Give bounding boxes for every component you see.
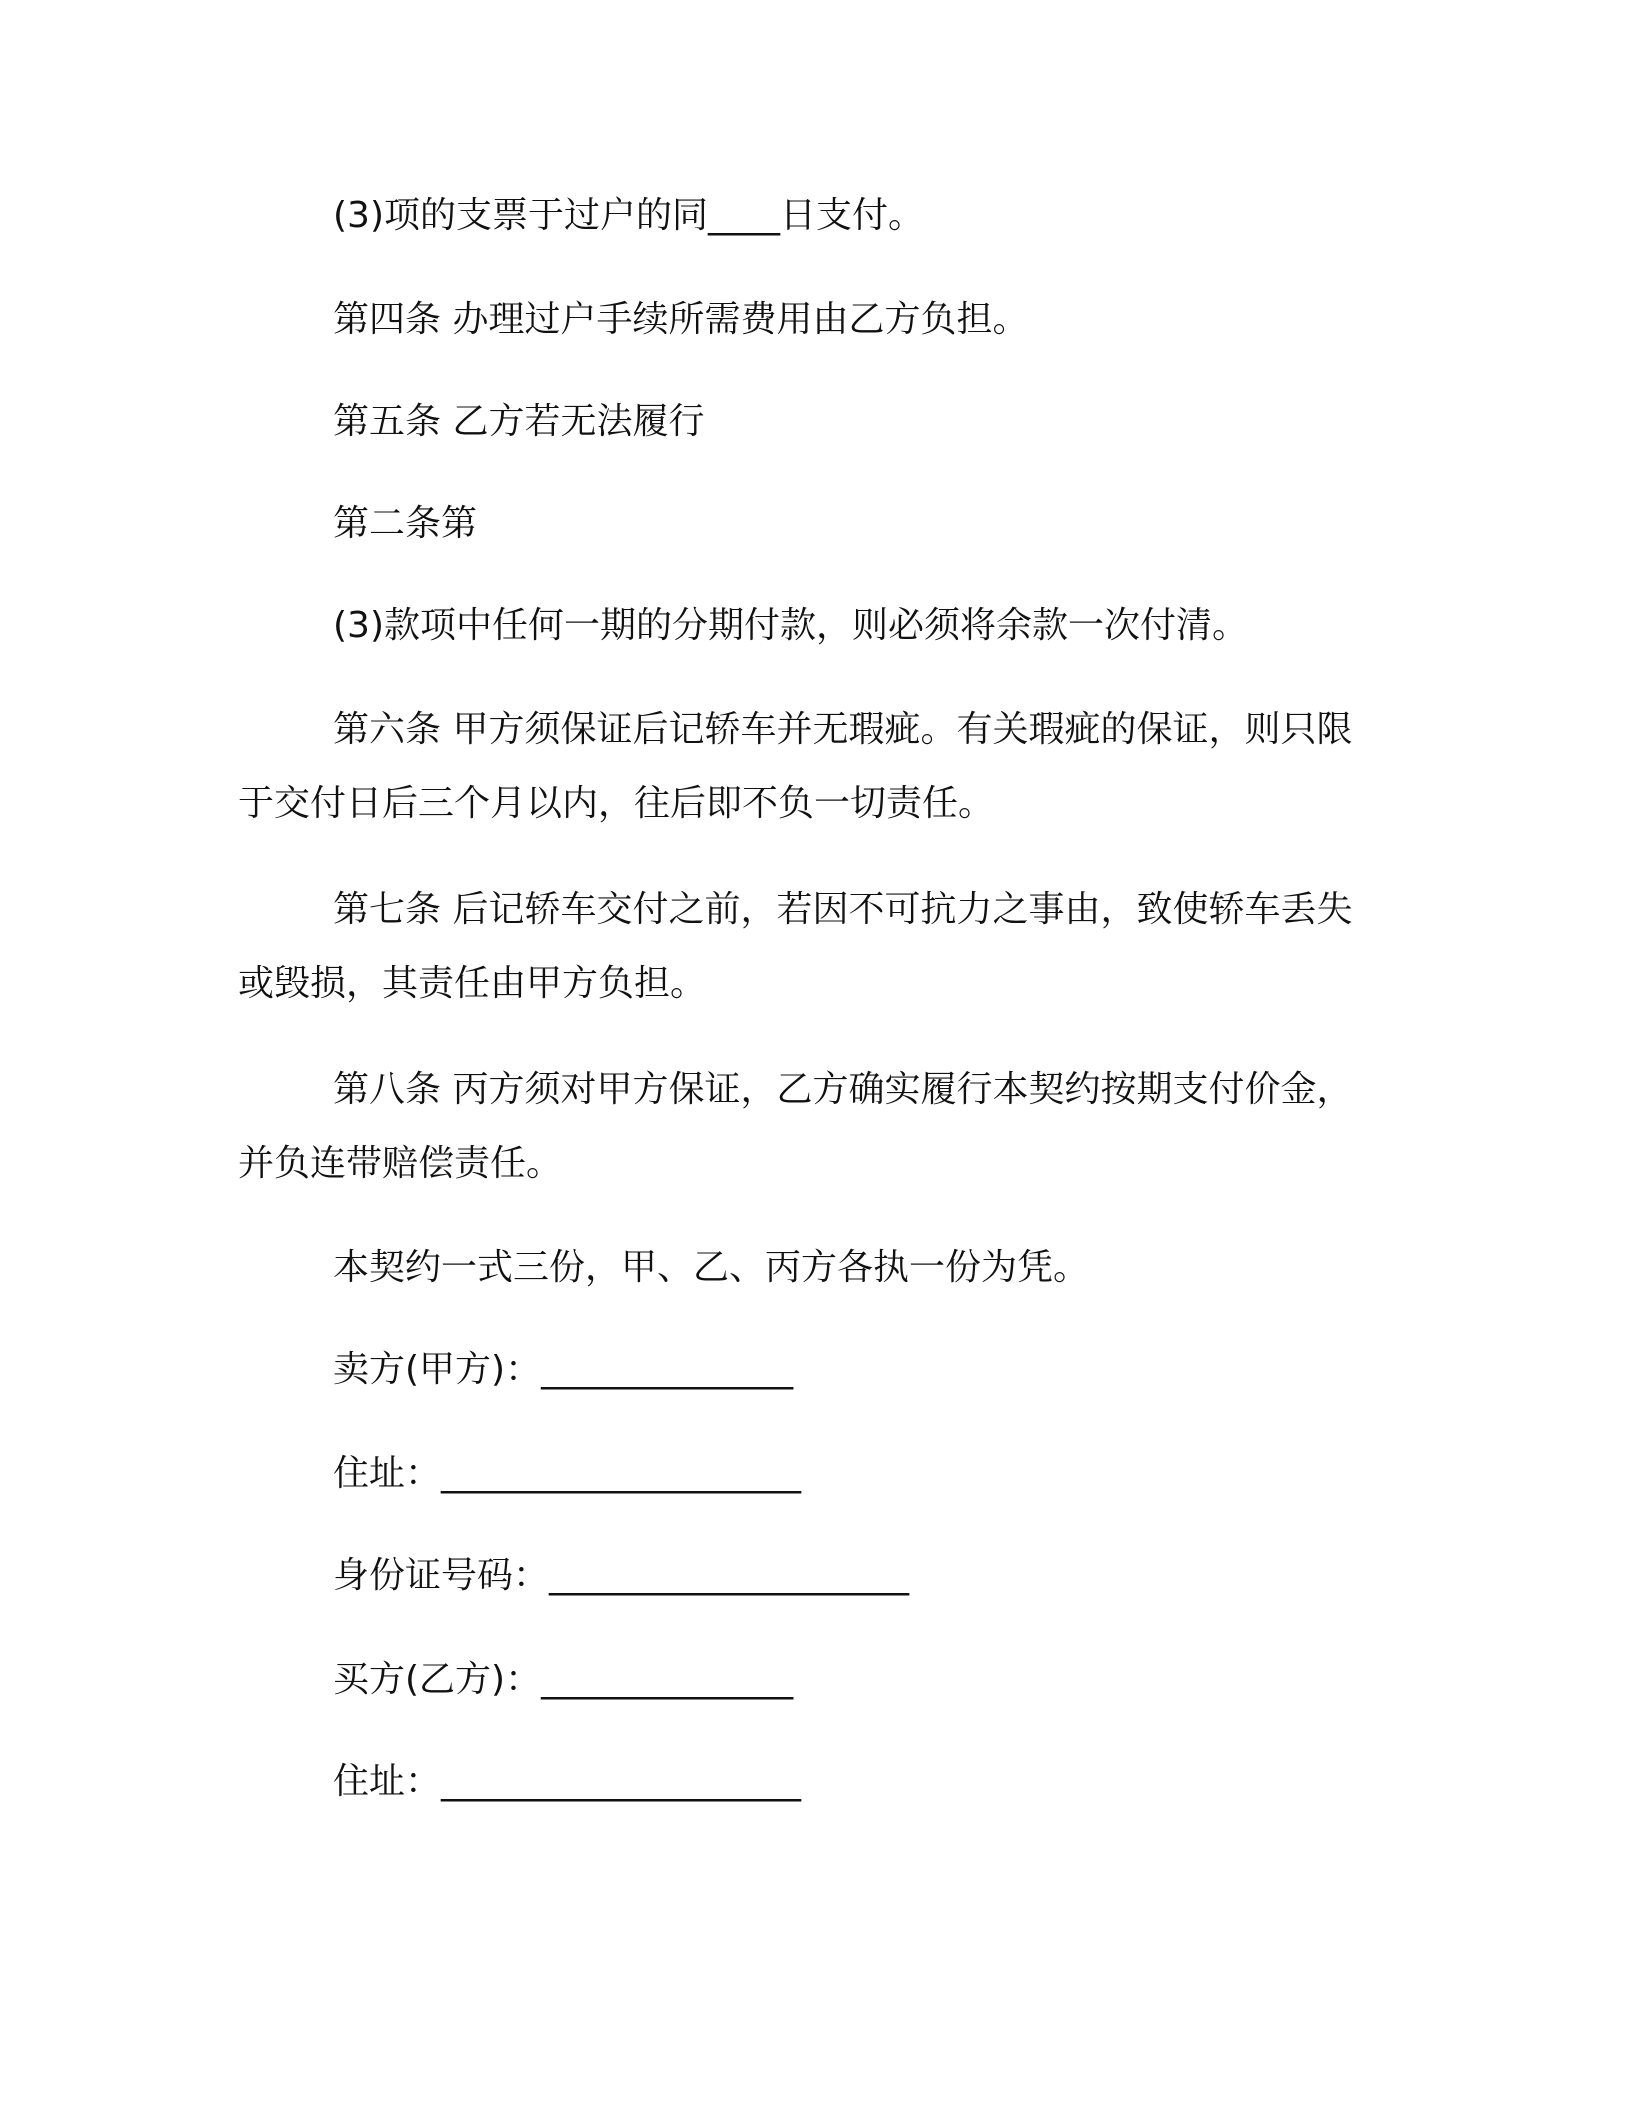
seller-field: 卖方(甲方)：______________ <box>333 1349 794 1390</box>
text-line-article-6: 第六条 甲方须保证后记轿车并无瑕疵。有关瑕疵的保证，则只限 <box>333 709 1353 750</box>
buyer-address-field: 住址：____________________ <box>333 1761 802 1802</box>
text-line-article-5: 第五条 乙方若无法履行 <box>333 401 705 442</box>
seller-address-field: 住址：____________________ <box>333 1453 802 1494</box>
text-line-installment: (3)款项中任何一期的分期付款，则必须将余款一次付清。 <box>333 605 1248 646</box>
text-line-copies: 本契约一式三份，甲、乙、丙方各执一份为凭。 <box>333 1247 1090 1288</box>
text-line-article-2-ref: 第二条第 <box>333 503 478 544</box>
text-line-article-8-cont: 并负连带赔偿责任。 <box>238 1143 563 1184</box>
id-number-field: 身份证号码：____________________ <box>333 1555 910 1596</box>
text-line-article-7-cont: 或毁损，其责任由甲方负担。 <box>238 963 707 1004</box>
text-line-article-6-cont: 于交付日后三个月以内，往后即不负一切责任。 <box>238 783 995 824</box>
text-line-article-7: 第七条 后记轿车交付之前，若因不可抗力之事由，致使轿车丢失 <box>333 889 1353 930</box>
text-line-payment-check: (3)项的支票于过户的同____日支付。 <box>333 195 924 236</box>
buyer-field: 买方(乙方)：______________ <box>333 1659 794 1700</box>
text-line-article-4: 第四条 办理过户手续所需费用由乙方负担。 <box>333 299 1029 340</box>
text-line-article-8: 第八条 丙方须对甲方保证，乙方确实履行本契约按期支付价金， <box>333 1069 1353 1110</box>
